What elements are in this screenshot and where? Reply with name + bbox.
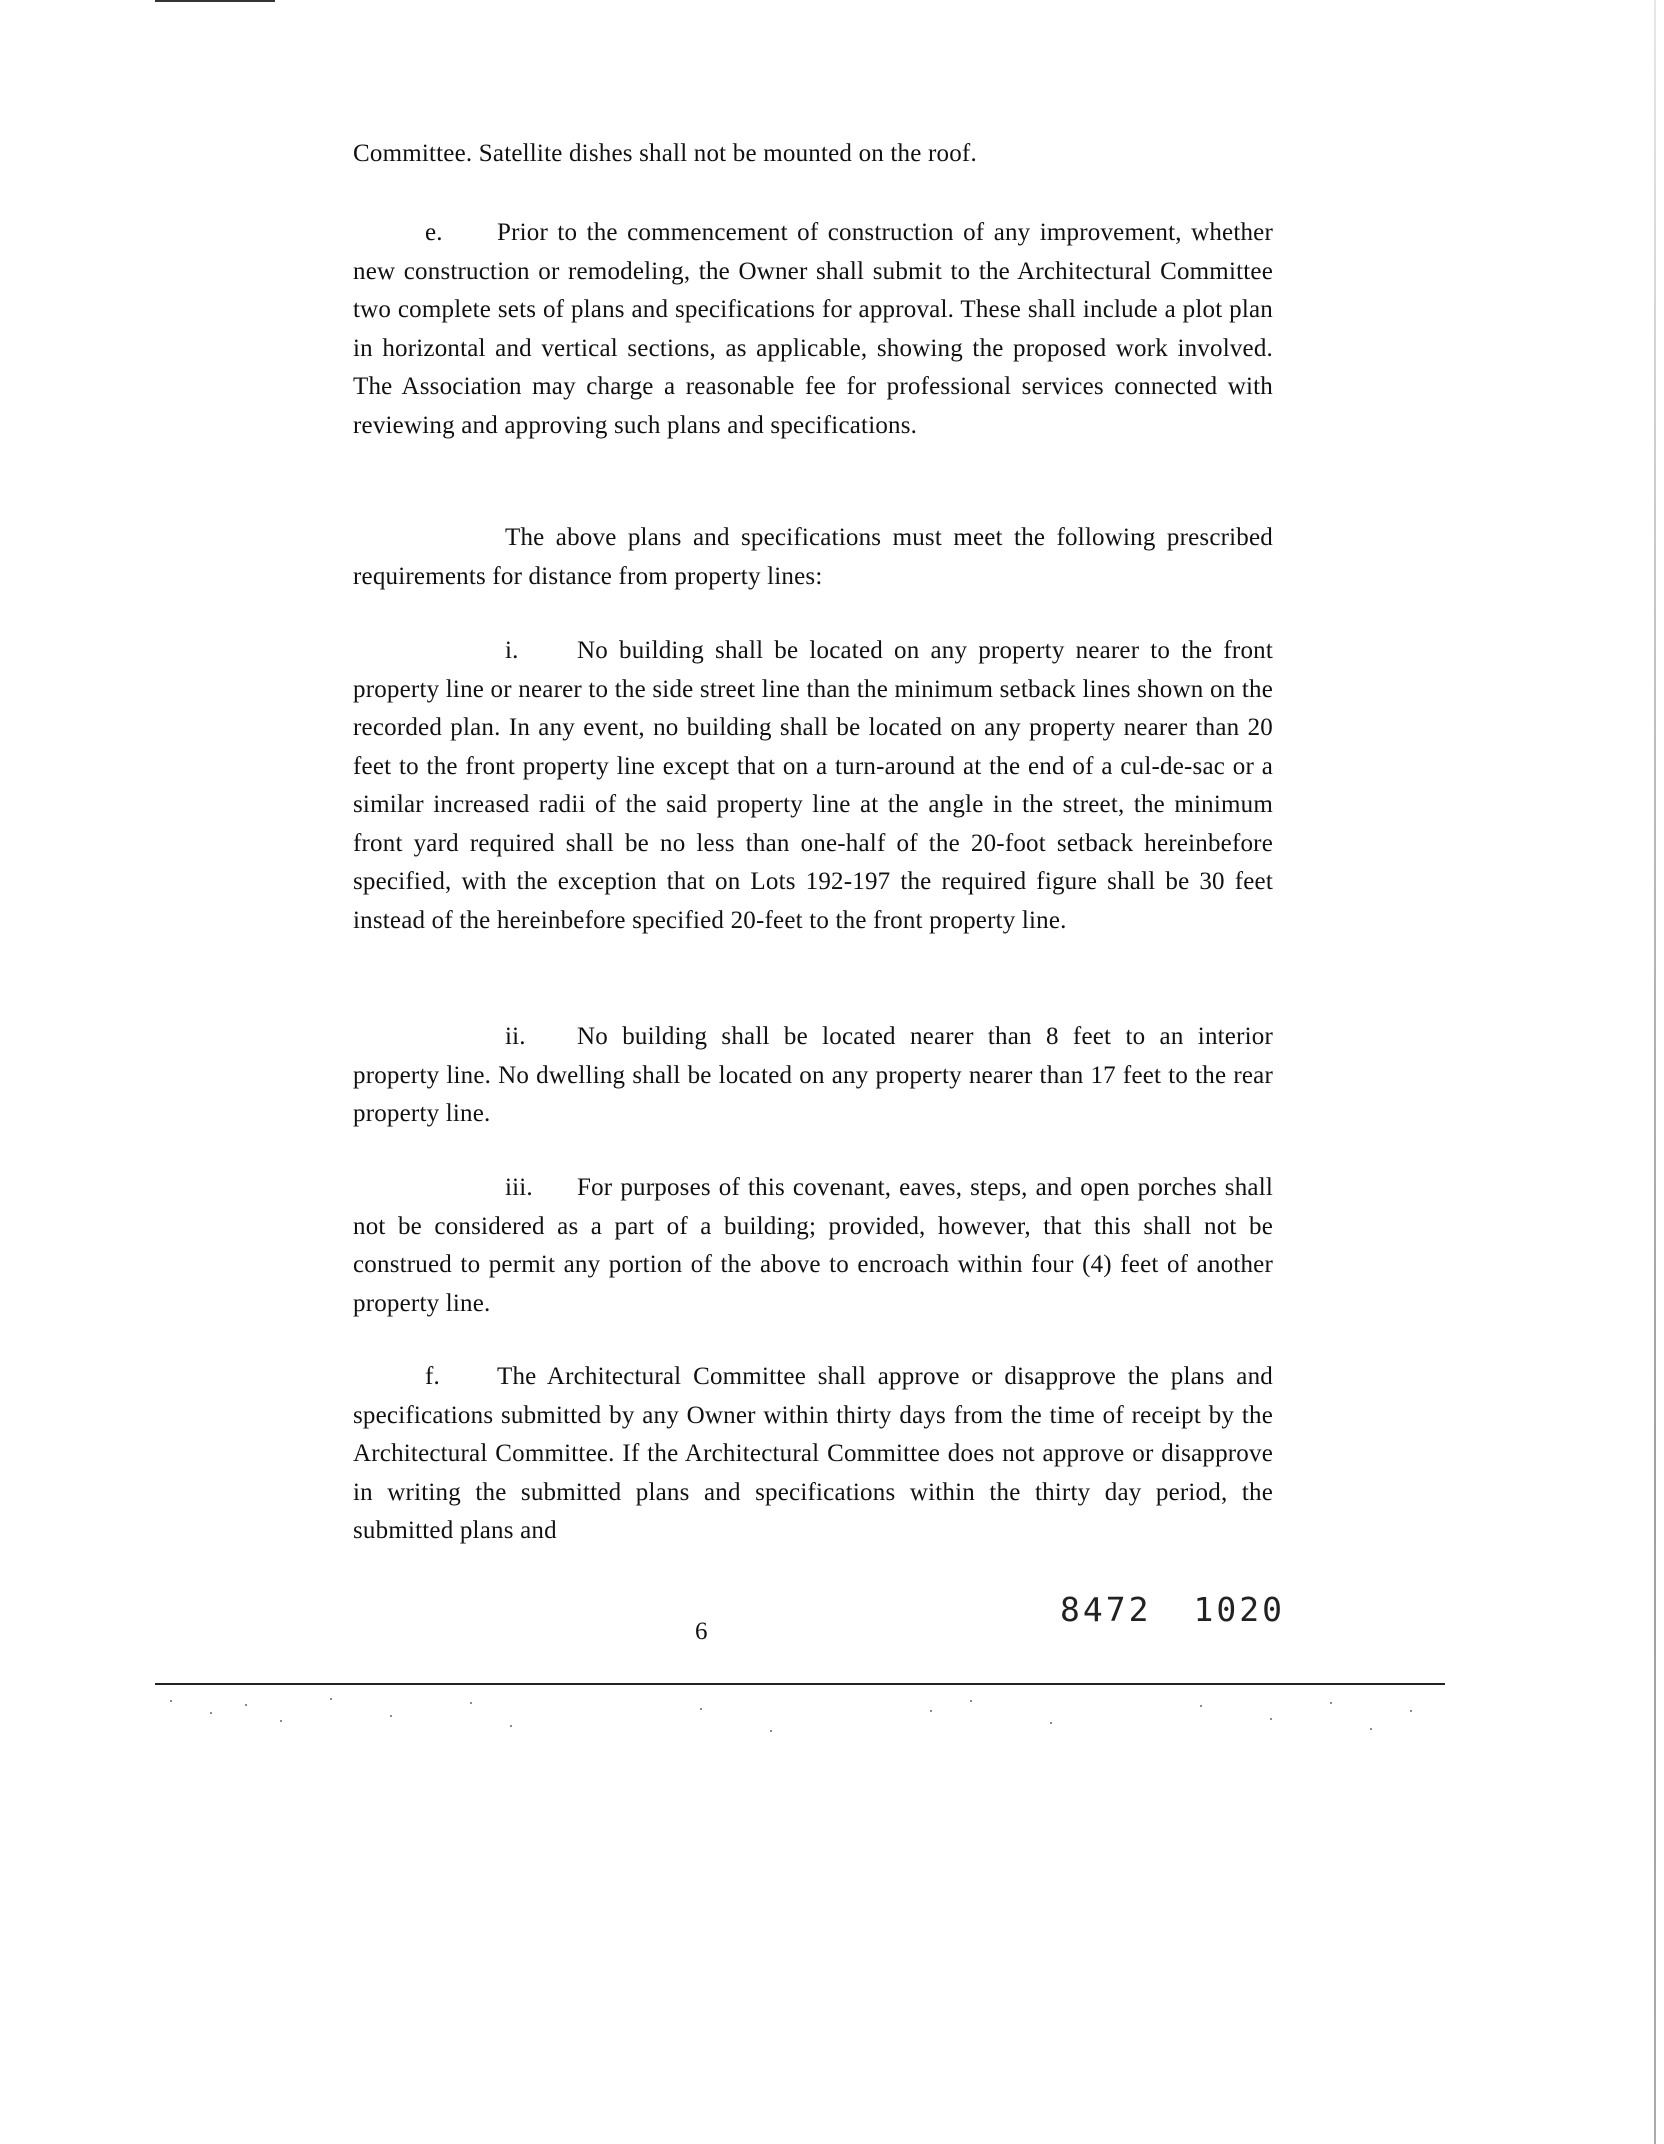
paragraph-requirements-text: The above plans and specifications must meet the following prescribed requirements for distance from property lines: (353, 524, 1273, 590)
paragraph-e (353, 214, 1273, 445)
paragraph-iii-text: For purposes of this covenant, eaves, steps, and open porches shall not be considered as a part of a building; provided, however, that this shall not be construed to permit any portion of the above to encroach within four (4) feet of another property line. (353, 1174, 1273, 1317)
scan-noise (150, 1690, 1450, 1750)
paragraph-f (353, 1358, 1273, 1551)
paragraph-requirements-intro (353, 519, 1273, 596)
paragraph-i (353, 632, 1273, 940)
recording-reference (1060, 1590, 1327, 1629)
record-page-number: 1020 (1193, 1590, 1285, 1629)
paragraph-e-text: Prior to the commencement of construction of any improvement, whether new construction or remodeling, the Owner shall submit to the Architectural Committee two complete sets of plans and specifications for approval. These shall include a plot plan in horizontal and vertical sections, as applicable, showing the proposed work involved. The Association may charge a reasonable fee for professional services connected with reviewing and approving such plans and specifications. (353, 219, 1273, 439)
item-marker-e: e. (425, 219, 443, 246)
top-rule-fragment (155, 0, 275, 2)
footer-rule (155, 1683, 1445, 1685)
paragraph-text: Committee. Satellite dishes shall not be mounted on the roof. (353, 140, 977, 167)
item-marker-f: f. (425, 1363, 440, 1390)
paragraph-ii-text: No building shall be located nearer than 8 feet to an interior property line. No dwelling shall be located on any property nearer than 17 feet to the rear property line. (353, 1023, 1273, 1127)
item-marker-i: i. (505, 637, 519, 664)
paragraph-ii (353, 1018, 1273, 1134)
paragraph-i-text: No building shall be located on any property nearer to the front property line or nearer to the side street line than the minimum setback lines shown on the recorded plan. In any event, no building shall be located on any property nearer than 20 feet to the front property line except that on a turn-around at the end of a cul-de-sac or a similar increased radii of the said property line at the angle in the street, the minimum front yard required shall be no less than one-half of the 20-foot setback hereinbefore specified, with the exception that on Lots 192-197 the required figure shall be 30 feet instead of the hereinbefore specified 20-feet to the front property line. (353, 637, 1273, 934)
item-marker-ii: ii. (505, 1023, 526, 1050)
item-marker-iii: iii. (505, 1174, 533, 1201)
paragraph-iii (353, 1169, 1273, 1323)
record-book-number: 8472 (1060, 1590, 1152, 1629)
paragraph-continuation (353, 135, 1273, 174)
scan-edge-line (1654, 0, 1656, 2144)
page-number: 6 (695, 1618, 708, 1645)
paragraph-f-text: The Architectural Committee shall approve or disapprove the plans and specifications submitted by any Owner within thirty days from the time of receipt by the Architectural Committee. If the Architectural Committee does not approve or disapprove in writing the submitted plans and specifications within the thirty day period, the submitted plans and (353, 1363, 1273, 1544)
